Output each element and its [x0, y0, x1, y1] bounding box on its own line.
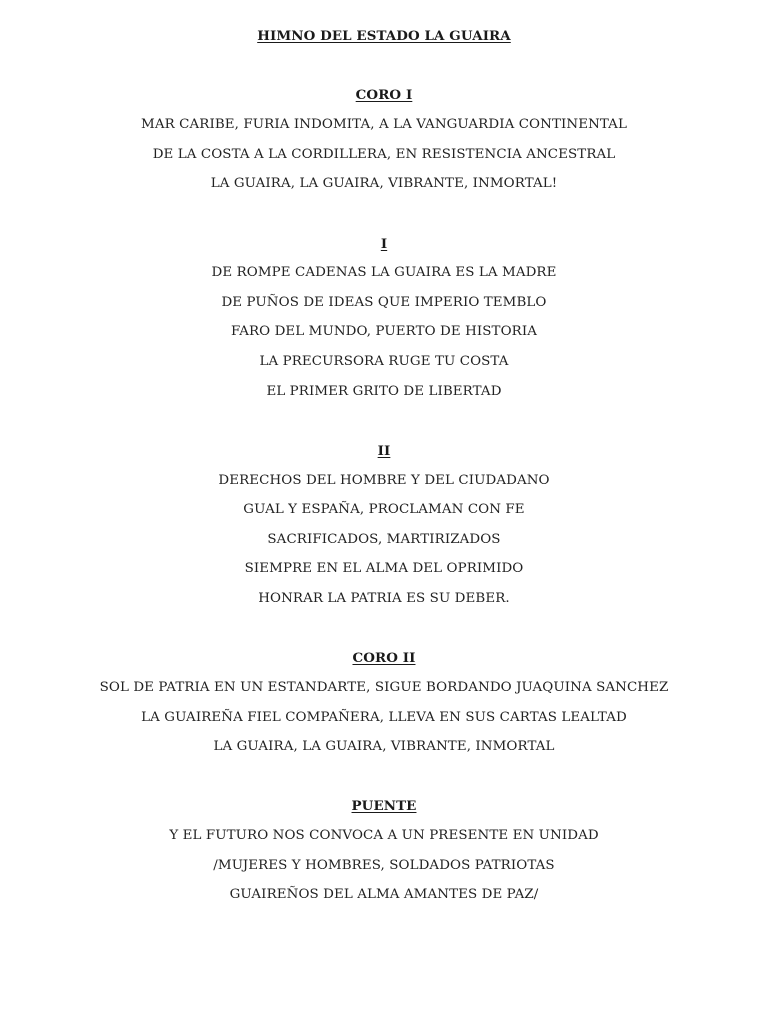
- verse-line: LA PRECURSORA RUGE TU COSTA: [259, 354, 509, 369]
- verse-line: GUAL Y ESPAÑA, PROCLAMAN CON FE: [243, 502, 525, 517]
- verse-line: SACRIFICADOS, MARTIRIZADOS: [267, 532, 501, 547]
- verse-line: LA GUAIRA, LA GUAIRA, VIBRANTE, INMORTAL!: [210, 176, 558, 191]
- document-title: HIMNO DEL ESTADO LA GUAIRA: [257, 28, 511, 44]
- verse-line: /MUJERES Y HOMBRES, SOLDADOS PATRIOTAS: [213, 858, 555, 873]
- section-heading-puente: PUENTE: [351, 798, 417, 814]
- verse-line: Y EL FUTURO NOS CONVOCA A UN PRESENTE EN UNIDAD: [169, 828, 599, 843]
- verse-line: HONRAR LA PATRIA ES SU DEBER.: [258, 591, 510, 606]
- verse-line: EL PRIMER GRITO DE LIBERTAD: [266, 384, 502, 399]
- verse-line: SIEMPRE EN EL ALMA DEL OPRIMIDO: [244, 561, 524, 576]
- verse-line: FARO DEL MUNDO, PUERTO DE HISTORIA: [230, 324, 538, 339]
- section-heading-coro-1: CORO I: [355, 87, 413, 103]
- section-heading-stanza-2: II: [377, 443, 391, 459]
- verse-line: DE LA COSTA A LA CORDILLERA, EN RESISTENCIA ANCESTRAL: [152, 147, 616, 162]
- verse-line: DE ROMPE CADENAS LA GUAIRA ES LA MADRE: [211, 265, 557, 280]
- verse-line: MAR CARIBE, FURIA INDOMITA, A LA VANGUARDIA CONTINENTAL: [141, 117, 627, 132]
- section-heading-stanza-1: I: [380, 236, 388, 252]
- verse-line: LA GUAIREÑA FIEL COMPAÑERA, LLEVA EN SUS CARTAS LEALTAD: [141, 710, 627, 725]
- verse-line: DE PUÑOS DE IDEAS QUE IMPERIO TEMBLO: [221, 295, 547, 310]
- section-heading-coro-2: CORO II: [352, 650, 416, 666]
- verse-line: GUAIREÑOS DEL ALMA AMANTES DE PAZ/: [229, 887, 539, 902]
- verse-line: SOL DE PATRIA EN UN ESTANDARTE, SIGUE BORDANDO JUAQUINA SANCHEZ: [99, 680, 669, 695]
- verse-line: LA GUAIRA, LA GUAIRA, VIBRANTE, INMORTAL: [213, 739, 555, 754]
- verse-line: DERECHOS DEL HOMBRE Y DEL CIUDADANO: [218, 473, 550, 488]
